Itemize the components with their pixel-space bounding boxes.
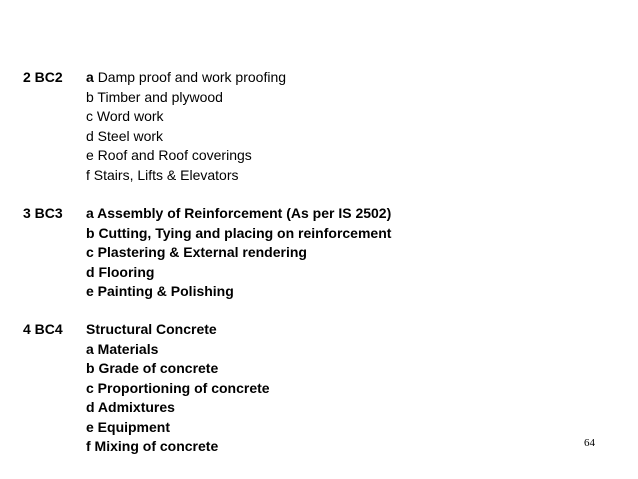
section-code: 4 BC4 — [23, 321, 63, 337]
list-item: d Flooring — [86, 263, 155, 280]
list-item: c Word work — [86, 108, 164, 124]
list-item: e Roof and Roof coverings — [86, 147, 252, 163]
list-item: d Admixtures — [86, 399, 175, 415]
section-item-list — [86, 68, 286, 185]
list-item: f Stairs, Lifts & Elevators — [86, 166, 239, 183]
list-item: a Materials — [86, 340, 159, 357]
section-item-list — [86, 320, 270, 457]
list-item: b Grade of concrete — [86, 360, 219, 376]
list-item: a Assembly of Reinforcement (As per IS 2502) — [86, 205, 392, 221]
list-item: Structural Concrete — [86, 321, 217, 337]
item-text: Damp proof and work proofing — [97, 69, 287, 85]
list-item: c Plastering & External rendering — [86, 244, 307, 260]
item-prefix: a — [86, 69, 94, 85]
section-code: 2 BC2 — [23, 69, 63, 85]
page-number: 64 — [584, 437, 595, 449]
list-item: b Cutting, Tying and placing on reinforcement — [86, 224, 392, 241]
section-item-list — [86, 204, 391, 302]
list-item: f Mixing of concrete — [86, 438, 219, 454]
list-item: e Painting & Polishing — [86, 283, 234, 299]
list-item: d Steel work — [86, 127, 164, 144]
list-item: b Timber and plywood — [86, 88, 223, 105]
list-item: e Equipment — [86, 418, 171, 435]
section-code: 3 BC3 — [23, 205, 63, 221]
list-item — [86, 68, 286, 88]
list-item: c Proportioning of concrete — [86, 379, 270, 396]
